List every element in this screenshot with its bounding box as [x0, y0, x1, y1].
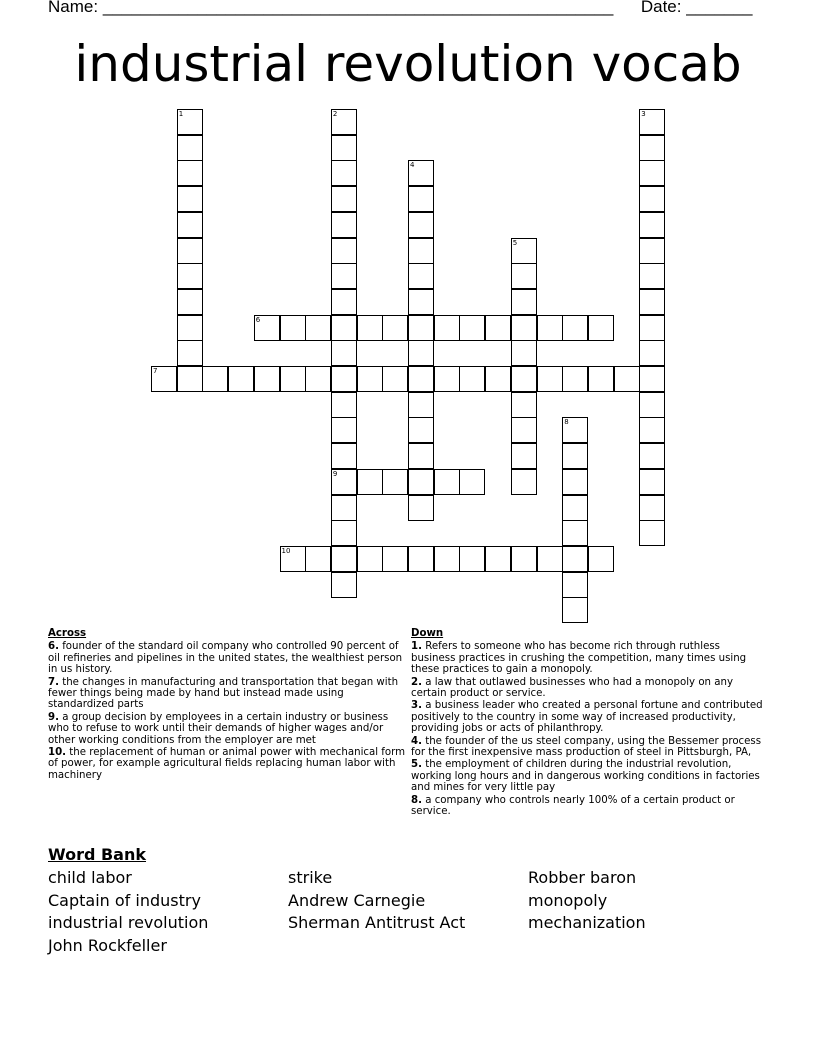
crossword-cell[interactable]: [177, 135, 203, 161]
crossword-cell[interactable]: [537, 315, 563, 341]
clue-number-label: 8: [564, 418, 569, 427]
crossword-cell[interactable]: [639, 469, 665, 495]
clue-number-label: 7: [153, 367, 158, 375]
crossword-cell[interactable]: [588, 546, 614, 572]
crossword-cell[interactable]: [331, 520, 357, 546]
crossword-cell[interactable]: [562, 572, 588, 598]
word-bank-item: monopoly: [528, 890, 608, 910]
crossword-cell[interactable]: [588, 366, 614, 392]
crossword-cell[interactable]: [408, 546, 434, 572]
crossword-cell[interactable]: [408, 263, 434, 289]
clue-text: a group decision by employees in a certain industry or business who to refuse to work until their demands of higher wages and/or other working conditions from the employer are met: [48, 711, 389, 746]
crossword-cell[interactable]: [459, 546, 485, 572]
word-bank-item: John Rockfeller: [48, 935, 167, 955]
crossword-cell[interactable]: [639, 443, 665, 469]
crossword-cell[interactable]: [408, 289, 434, 315]
crossword-cell[interactable]: [177, 315, 203, 341]
crossword-cell[interactable]: [177, 212, 203, 238]
crossword-cell[interactable]: [331, 315, 357, 341]
crossword-cell[interactable]: [331, 238, 357, 264]
crossword-cell[interactable]: [228, 366, 254, 392]
clue-number: 2.: [411, 676, 422, 688]
crossword-cell[interactable]: [511, 289, 537, 315]
crossword-cell[interactable]: [639, 417, 665, 443]
name-blank[interactable]: ______________________________________________________: [102, 0, 614, 16]
clue-number: 7.: [48, 676, 59, 688]
across-clue: [48, 677, 408, 711]
crossword-cell[interactable]: [177, 366, 203, 392]
crossword-cell[interactable]: [511, 546, 537, 572]
crossword-cell[interactable]: [485, 366, 511, 392]
crossword-cell[interactable]: [562, 546, 588, 572]
crossword-cell[interactable]: [562, 520, 588, 546]
crossword-cell[interactable]: [280, 546, 306, 572]
clue-number: 10.: [48, 747, 67, 759]
word-bank-item: mechanization: [528, 913, 646, 932]
clue-text: the changes in manufacturing and transportation that began with fewer things being made by hand but instead made using standardized parts: [48, 676, 399, 711]
crossword-cell[interactable]: [639, 392, 665, 418]
crossword-cell[interactable]: [408, 469, 434, 495]
word-bank-item: industrial revolution: [48, 913, 209, 932]
crossword-cell[interactable]: [511, 315, 537, 341]
crossword-cell[interactable]: [562, 366, 588, 392]
crossword-cell[interactable]: [305, 315, 331, 341]
down-clue: [411, 759, 767, 793]
crossword-cell[interactable]: [562, 443, 588, 469]
crossword-cell[interactable]: [177, 340, 203, 366]
clue-number-label: 10: [281, 546, 291, 555]
crossword-cell[interactable]: [408, 366, 434, 392]
crossword-cell[interactable]: [562, 469, 588, 495]
crossword-cell[interactable]: [408, 392, 434, 418]
crossword-cell[interactable]: [331, 392, 357, 418]
crossword-cell[interactable]: [331, 366, 357, 392]
crossword-cell[interactable]: [280, 366, 306, 392]
crossword-cell[interactable]: [562, 315, 588, 341]
crossword-cell[interactable]: [254, 315, 280, 341]
across-clue: [48, 641, 408, 675]
page-title: industrial revolution vocab: [74, 35, 742, 93]
clue-number-label: 3: [641, 110, 646, 118]
crossword-cell[interactable]: [511, 238, 537, 264]
crossword-cell[interactable]: [382, 315, 408, 341]
crossword-cell[interactable]: [434, 366, 460, 392]
crossword-cell[interactable]: [588, 315, 614, 341]
clue-number: 3.: [411, 700, 422, 712]
crossword-cell[interactable]: [639, 238, 665, 264]
clue-number: 5.: [411, 759, 422, 771]
crossword-cell[interactable]: [562, 417, 588, 443]
across-clue: [48, 747, 408, 781]
down-clue: [411, 700, 767, 734]
crossword-cell[interactable]: [639, 520, 665, 546]
crossword-cell[interactable]: [408, 417, 434, 443]
word-bank-item: child labor: [48, 868, 132, 887]
clue-number-label: 6: [255, 315, 261, 324]
word-bank-item: Captain of industry: [48, 890, 201, 910]
crossword-cell[interactable]: [511, 366, 537, 392]
crossword-cell[interactable]: [331, 417, 357, 443]
crossword-cell[interactable]: [511, 340, 537, 366]
crossword-cell[interactable]: [382, 546, 408, 572]
crossword-cell[interactable]: [331, 469, 357, 495]
crossword-cell[interactable]: [331, 160, 357, 186]
crossword-cell[interactable]: [511, 469, 537, 495]
crossword-cell[interactable]: [151, 366, 177, 392]
crossword-cell[interactable]: [408, 443, 434, 469]
word-bank-item: Robber baron: [528, 868, 637, 887]
crossword-cell[interactable]: [408, 495, 434, 521]
crossword-cell[interactable]: [254, 366, 280, 392]
crossword-cell[interactable]: [357, 366, 383, 392]
crossword-cell[interactable]: [408, 238, 434, 264]
down-clues: [411, 628, 767, 819]
crossword-cell[interactable]: [357, 546, 383, 572]
crossword-cell[interactable]: [382, 366, 408, 392]
crossword-cell[interactable]: [331, 495, 357, 521]
clue-number-label: 1: [178, 110, 184, 118]
crossword-cell[interactable]: [511, 443, 537, 469]
crossword-cell[interactable]: [639, 366, 665, 392]
crossword-cell[interactable]: [305, 546, 331, 572]
crossword-cell[interactable]: [485, 315, 511, 341]
crossword-cell[interactable]: [331, 109, 357, 135]
crossword-cell[interactable]: [639, 135, 665, 161]
crossword-cell[interactable]: [511, 392, 537, 418]
crossword-cell[interactable]: [537, 546, 563, 572]
crossword-cell[interactable]: [639, 315, 665, 341]
clue-number: 6.: [48, 641, 59, 653]
crossword-cell[interactable]: [408, 212, 434, 238]
crossword-cell[interactable]: [639, 495, 665, 521]
crossword-cell[interactable]: [459, 469, 485, 495]
date-label: Date:: [640, 0, 682, 16]
crossword-cell[interactable]: [459, 315, 485, 341]
crossword-cell[interactable]: [639, 212, 665, 238]
down-clue: [411, 677, 767, 700]
word-bank-item: Andrew Carnegie: [288, 890, 426, 910]
clue-text: the replacement of human or animal power with mechanical form of power, for example agricultural fields replacing human labor with machinery: [48, 747, 406, 781]
crossword-cell[interactable]: [177, 160, 203, 186]
crossword-cell[interactable]: [562, 495, 588, 521]
crossword-cell[interactable]: [434, 315, 460, 341]
crossword-cell[interactable]: [562, 597, 588, 623]
clue-number-label: 2: [332, 110, 338, 118]
crossword-cell[interactable]: [331, 289, 357, 315]
word-bank-item: strike: [288, 868, 333, 887]
crossword-cell[interactable]: [459, 366, 485, 392]
crossword-cell[interactable]: [202, 366, 228, 392]
crossword-cell[interactable]: [485, 546, 511, 572]
crossword-cell[interactable]: [382, 469, 408, 495]
down-clue: [411, 736, 767, 759]
clue-number-label: 9: [332, 469, 338, 478]
crossword-cell[interactable]: [331, 135, 357, 161]
crossword-cell[interactable]: [408, 340, 434, 366]
crossword-cell[interactable]: [434, 469, 460, 495]
word-bank-item: Sherman Antitrust Act: [288, 913, 466, 932]
down-clue: [411, 795, 767, 818]
clue-text: founder of the standard oil company who controlled 90 percent of oil refineries and pipelines in the united states, the wealthiest person in us history.: [48, 641, 403, 676]
crossword-cell[interactable]: [177, 238, 203, 264]
crossword-cell[interactable]: [177, 263, 203, 289]
crossword-cell[interactable]: [331, 340, 357, 366]
word-bank: [48, 867, 768, 957]
clue-text: the employment of children during the industrial revolution, working long hours and in dangerous working conditions in factories and mines for very little pay: [411, 759, 760, 794]
clue-number: 9.: [48, 711, 59, 723]
across-clues: [48, 628, 408, 782]
crossword-cell[interactable]: [331, 572, 357, 598]
crossword-cell[interactable]: [331, 546, 357, 572]
crossword-cell[interactable]: [639, 160, 665, 186]
crossword-cell[interactable]: [331, 212, 357, 238]
crossword-cell[interactable]: [280, 315, 306, 341]
across-clue: [48, 712, 408, 746]
crossword-cell[interactable]: [511, 417, 537, 443]
crossword-cell[interactable]: [639, 289, 665, 315]
crossword-cell[interactable]: [408, 186, 434, 212]
down-clue: [411, 641, 767, 675]
across-clue-list: [48, 641, 408, 781]
crossword-cell[interactable]: [331, 443, 357, 469]
clue-number: 4.: [411, 735, 422, 747]
clue-number-label: 5: [512, 238, 518, 247]
crossword-cell[interactable]: [331, 186, 357, 212]
across-heading: Across: [48, 628, 87, 639]
crossword-cell[interactable]: [639, 340, 665, 366]
crossword-cell[interactable]: [305, 366, 331, 392]
name-label: Name:: [48, 0, 99, 16]
crossword-cell[interactable]: [357, 469, 383, 495]
crossword-cell[interactable]: [639, 263, 665, 289]
crossword-cell[interactable]: [357, 315, 383, 341]
word-bank-title: Word Bank: [48, 845, 147, 864]
crossword-cell[interactable]: [331, 263, 357, 289]
date-blank[interactable]: _______: [686, 0, 753, 16]
clue-number: 8.: [411, 794, 422, 806]
clue-text: Refers to someone who has become rich through ruthless business practices in crushing the competition, many times using these practices to gain a monopoly.: [411, 641, 747, 676]
down-clue-list: [411, 641, 767, 817]
crossword-cell[interactable]: [614, 366, 640, 392]
crossword-cell[interactable]: [177, 109, 203, 135]
crossword-cell[interactable]: [639, 186, 665, 212]
clue-text: the founder of the us steel company, using the Bessemer process for the first inexpensive mass production of steel in Pittsburgh, PA,: [411, 735, 762, 759]
crossword-cell[interactable]: [511, 263, 537, 289]
crossword-cell[interactable]: [408, 315, 434, 341]
down-heading: Down: [411, 628, 444, 639]
clue-number: 1.: [411, 641, 422, 653]
crossword-cell[interactable]: [408, 160, 434, 186]
crossword-cell[interactable]: [639, 109, 665, 135]
crossword-cell[interactable]: [177, 289, 203, 315]
clue-text: a business leader who created a personal fortune and contributed positively to the country in some way of increased productivity, providing jobs or acts of philanthropy.: [411, 700, 763, 735]
crossword-cell[interactable]: [537, 366, 563, 392]
crossword-cell[interactable]: [434, 546, 460, 572]
clue-text: a company who controls nearly 100% of a certain product or service.: [411, 794, 735, 818]
clue-text: a law that outlawed businesses who had a monopoly on any certain product or service.: [411, 676, 733, 700]
crossword-cell[interactable]: [177, 186, 203, 212]
clue-number-label: 4: [410, 161, 415, 170]
